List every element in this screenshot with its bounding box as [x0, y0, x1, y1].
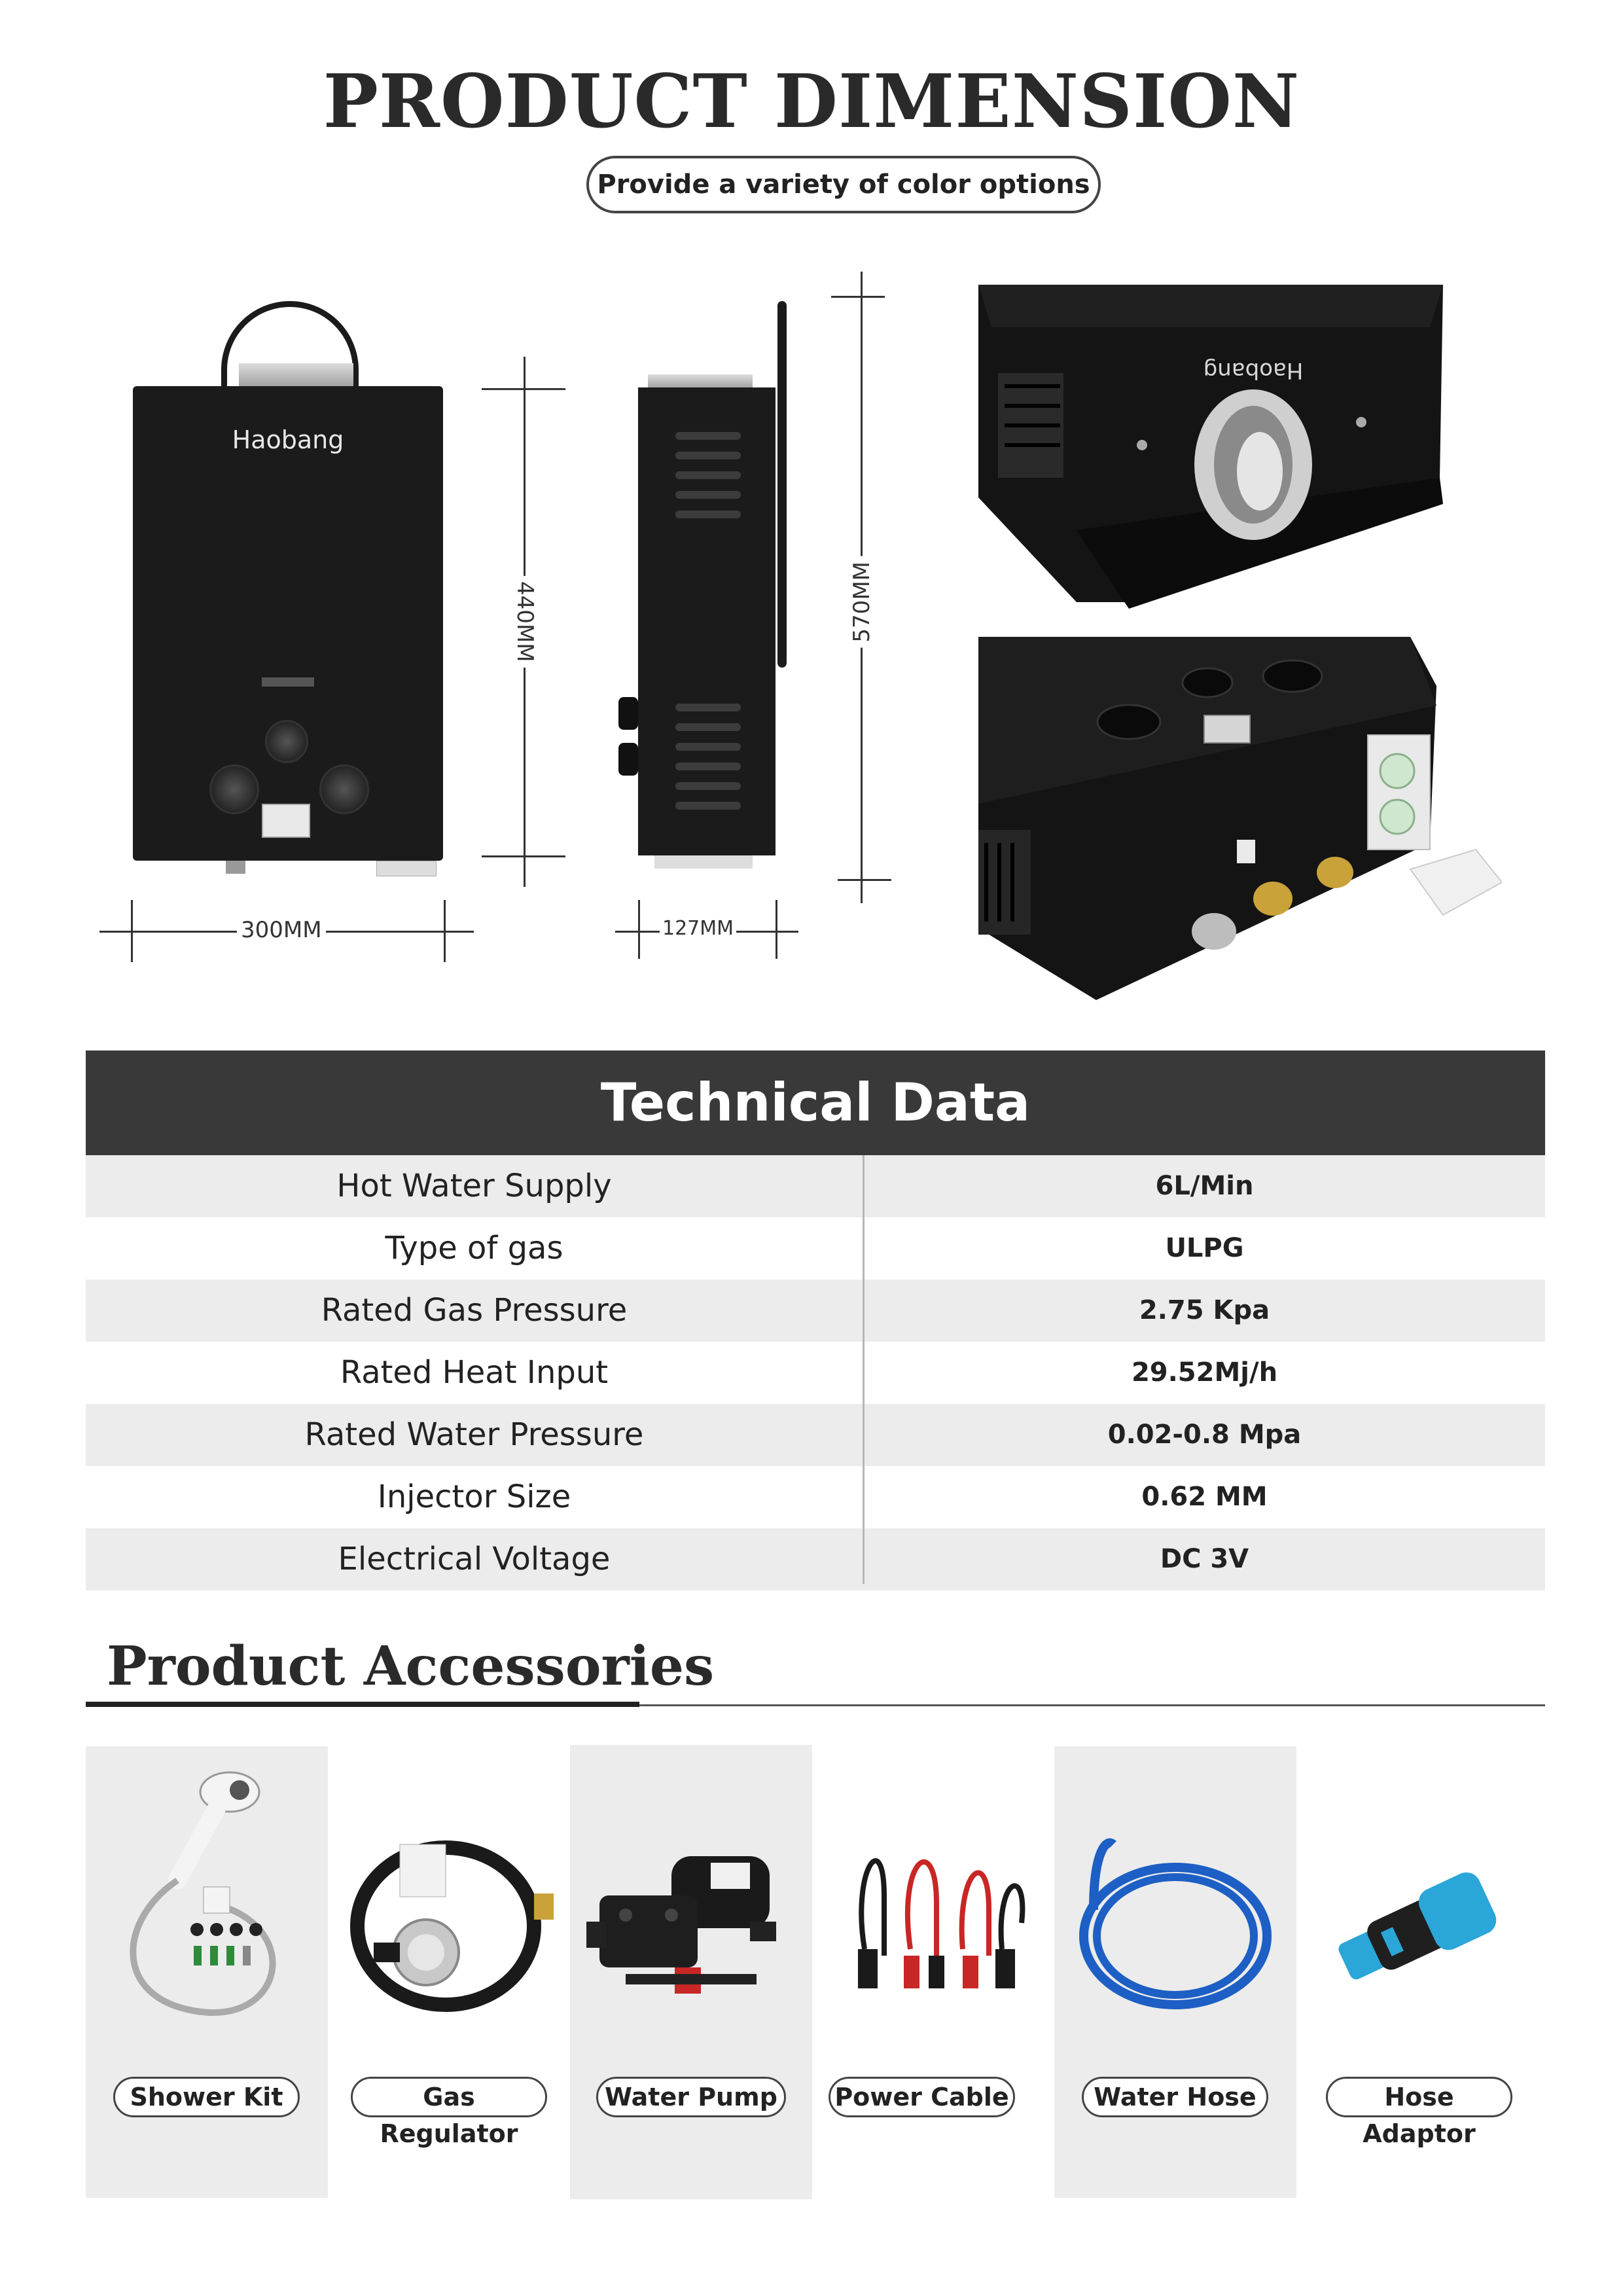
heater-front-body: [133, 386, 443, 861]
vent-slot: [675, 511, 741, 518]
accessory-label: Hose Adaptor: [1326, 2077, 1512, 2117]
heater-controls-illustration: [978, 634, 1502, 1000]
height-label: 440MM: [512, 576, 538, 668]
vent-slot: [675, 471, 741, 479]
svg-text:Haobang: Haobang: [1203, 357, 1304, 384]
dim-tick-right: [776, 900, 777, 959]
row-label: Injector Size: [377, 1479, 571, 1515]
table-row: [86, 1466, 1545, 1528]
section-rule-accent: [86, 1702, 639, 1707]
row-value: DC 3V: [1160, 1544, 1249, 1574]
vent-slot: [675, 723, 741, 731]
row-value: ULPG: [1165, 1233, 1244, 1263]
side-battery-box: [654, 855, 753, 869]
row-value: 0.62 MM: [1141, 1482, 1268, 1512]
accessory-label: Power Cable: [829, 2077, 1015, 2117]
row-label: Type of gas: [385, 1230, 563, 1266]
table-row: [86, 1155, 1545, 1217]
water-pump-icon: [586, 1837, 796, 2020]
gas-knob: [209, 764, 259, 814]
shower-kit-icon: [105, 1763, 308, 2037]
row-label: Electrical Voltage: [338, 1541, 611, 1577]
total-height-label: 570MM: [849, 556, 875, 648]
vent-slot: [675, 782, 741, 790]
row-value: 29.52Mj/h: [1131, 1357, 1278, 1388]
accessory-label: Shower Kit: [113, 2077, 300, 2117]
accessory-tile-power-cable: [812, 1746, 1054, 2198]
heater-flue-illustration: [978, 281, 1463, 609]
power-cable-icon: [838, 1818, 1035, 2034]
dim-tick-bottom: [838, 879, 891, 881]
table-row: [86, 1280, 1545, 1342]
side-knob: [618, 743, 638, 776]
accessory-tile-water-pump: [570, 1745, 812, 2199]
table-row: [86, 1404, 1545, 1466]
row-label: Rated Gas Pressure: [321, 1292, 628, 1329]
row-label: Rated Water Pressure: [304, 1416, 644, 1453]
vent-slot: [675, 762, 741, 770]
vent-slot: [675, 743, 741, 751]
width-label: 300MM: [237, 917, 326, 943]
water-knob: [319, 764, 369, 814]
side-knob: [618, 697, 638, 730]
accessory-tile-shower-kit: [86, 1746, 328, 2198]
column-divider: [863, 1155, 865, 1584]
depth-label: 127MM: [660, 917, 736, 940]
row-value: 6L/Min: [1155, 1171, 1254, 1201]
dim-tick-top: [831, 296, 885, 298]
ignition-knob: [265, 720, 308, 763]
brand-logo: Haobang: [232, 425, 344, 454]
table-row: [86, 1217, 1545, 1280]
row-value: 2.75 Kpa: [1139, 1295, 1270, 1325]
flue-outlet: [239, 363, 353, 389]
vent-slot: [675, 704, 741, 711]
table-title: Technical Data: [86, 1050, 1545, 1155]
photo-control-panel: [978, 634, 1502, 1000]
hose-adaptor-icon: [1323, 1844, 1512, 2008]
temperature-display: [262, 804, 310, 838]
photo-flue-view: [978, 281, 1463, 609]
gas-inlet: [226, 861, 245, 874]
accessory-tile-gas-regulator: [328, 1746, 570, 2198]
accessories-title: Product Accessories: [107, 1635, 715, 1698]
vent-slot: [675, 432, 741, 440]
color-options-pill: Provide a variety of color options: [586, 156, 1101, 213]
indicator-strip: [262, 677, 314, 687]
table-row: [86, 1528, 1545, 1590]
accessory-label: Gas Regulator: [351, 2077, 547, 2117]
row-value: 0.02-0.8 Mpa: [1107, 1420, 1302, 1450]
table-row: [86, 1342, 1545, 1404]
row-label: Rated Heat Input: [340, 1354, 609, 1391]
accessory-label: Water Pump: [596, 2077, 786, 2117]
gas-regulator-icon: [341, 1831, 557, 2028]
vent-slot: [675, 452, 741, 459]
dim-tick-left: [638, 900, 640, 959]
accessory-tile-water-hose: [1054, 1746, 1296, 2198]
accessory-label: Water Hose: [1082, 2077, 1268, 2117]
vent-slot: [675, 491, 741, 499]
water-hose-icon: [1067, 1825, 1283, 2021]
page-title: PRODUCT DIMENSION: [323, 59, 1300, 145]
vent-slot: [675, 802, 741, 810]
accessory-tile-hose-adaptor: [1296, 1746, 1539, 2198]
side-handle: [777, 301, 787, 668]
row-label: Hot Water Supply: [336, 1168, 612, 1204]
battery-box: [376, 861, 437, 876]
